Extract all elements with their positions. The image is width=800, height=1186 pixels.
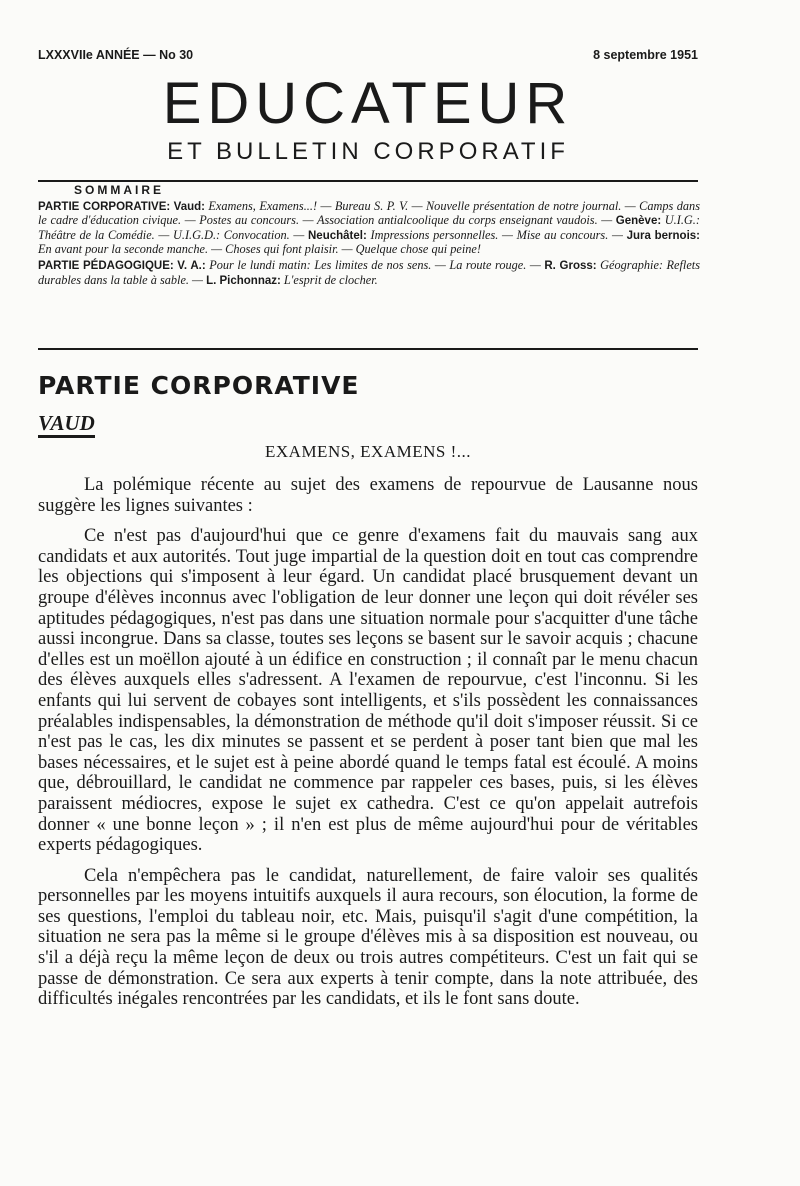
toc-pichonnaz-text: L'esprit de clocher. (283, 272, 378, 287)
toc-corporative (38, 200, 700, 257)
sommaire-heading: SOMMAIRE (74, 183, 164, 197)
issue-date: 8 septembre 1951 (593, 48, 698, 62)
toc-pichonnaz-label: L. Pichonnaz: (206, 274, 281, 287)
article-paragraph: La polémique récente au sujet des examens de repourvue de Lausanne nous suggère les lignes suivantes : (38, 475, 698, 516)
toc-gross-label: R. Gross: (544, 259, 597, 272)
toc-jura-text: En avant pour la seconde manche. — Choses qui font plaisir. — Quelque chose qui peine! (38, 242, 481, 257)
masthead (38, 72, 698, 166)
issue-header (38, 48, 698, 66)
issue-number: LXXXVIIe ANNÉE — No 30 (38, 48, 194, 62)
toc-vaud-text: Examens, Examens...! — Bureau S. P. V. — Nouvelle présentation de notre journal. — Camps dans le cadre d'éducation civique. — Postes au concours. — Association antialcoolique du corps enseignant vaudois. — (38, 198, 700, 228)
toc-geneve-label: Genève: (615, 215, 662, 228)
toc-pedagogique (38, 259, 700, 288)
toc-jura-label: Jura bernois: (626, 229, 701, 242)
toc-corporative-label: PARTIE CORPORATIVE: (38, 200, 171, 213)
table-of-contents (38, 184, 700, 290)
toc-va-label: V. A.: (177, 259, 206, 272)
toc-gross-text: Géographie: Reflets durables dans la table à sable. — (38, 257, 701, 287)
toc-va-text: Pour le lundi matin: Les limites de nos sens. — La route rouge. — (209, 257, 541, 272)
journal-subtitle: ET BULLETIN CORPORATIF (167, 138, 569, 165)
toc-neuchatel-text: Impressions personnelles. — Mise au concours. — (370, 227, 623, 242)
article-paragraph: Ce n'est pas d'aujourd'hui que ce genre d'examens fait du mauvais sang aux candidats et aux autorités. Tout juge impartial de la question doit en tout cas comprendre les objections qui s'imposent à leur égard. Un candidat placé brusquement devant un groupe d'élèves inconnus avec l'obligation de leur donner une leçon qui doit révéler ses aptitudes pédagogiques, n'est pas dans une situation normale pour s'acquitter d'une tâche aussi incongrue. Dans sa classe, toutes ses leçons se basent sur le savoir acquis ; chacune d'elles est un moëllon ajouté à un édifice en construction ; il connaît par le menu chacun des élèves auxquels elles s'adressent. A l'examen de repourvue, c'est l'inconnu. Si les enfants qui lui servent de cobayes sont intelligents, et s'ils possèdent les connaissances préalables indispensables, la démonstration de méthode qu'il doit s'imposer réussit. Si ce n'est pas le cas, les dix minutes se passent et se perdent à poser tant bien que mal les bases nécessaires, et le sujet est à peine abordé quand le temps fatal est écoulé. A moins que, débrouillard, le candidat ne commence par rappeler ces bases, puis, si les élèves paraissent médiocres, expose le sujet ex cathedra. C'est ce qu'on appelait autrefois donner « une bonne leçon » ; il n'en est plus de même aujourd'hui pour de véritables experts pédagogiques. (38, 526, 698, 856)
toc-vaud-label: Vaud: (173, 200, 205, 213)
article-body (38, 475, 698, 1020)
bottom-rule (38, 348, 698, 350)
journal-title: EDUCATEUR (162, 71, 574, 136)
top-rule (38, 180, 698, 182)
section-title: PARTIE CORPORATIVE (38, 371, 360, 400)
toc-pedagogique-label: PARTIE PÉDAGOGIQUE: (38, 259, 174, 272)
region-heading: VAUD (38, 411, 95, 438)
article-title: EXAMENS, EXAMENS !... (265, 442, 471, 461)
article-paragraph: Cela n'empêchera pas le candidat, naturellement, de faire valoir ses qualités personnelles par les moyens intuitifs auxquels il aura recours, son élocution, la forme de ses questions, l'emploi du tableau noir, etc. Mais, puisqu'il s'agit d'une compétition, la situation ne sera pas la même si le groupe d'élèves mis à sa disposition est nouveau, ou s'il a déjà reçu la même leçon de deux ou trois autres compétiteurs. C'est un fait qui se passe de démonstration. Ce sera aux experts à tenir compte, dans la note attribuée, des difficultés inégales rencontrées par les candidats, et ils le font sans doute. (38, 865, 698, 1010)
toc-geneve-text: U.I.G.: Théâtre de la Comédie. — U.I.G.D.: Convocation. — (38, 213, 700, 242)
toc-neuchatel-label: Neuchâtel: (308, 229, 367, 242)
